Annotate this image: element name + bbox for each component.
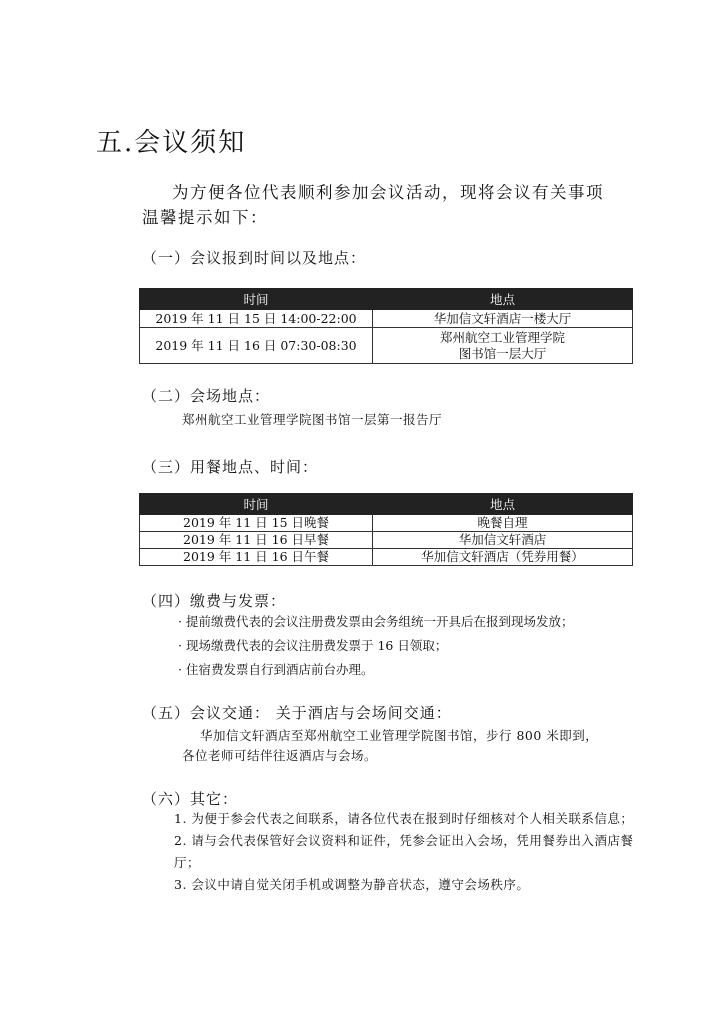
section-transport-heading: （五）会议交通： 关于酒店与会场间交通： <box>142 704 452 722</box>
list-item: 1. 为便于参会代表之间联系，请各位代表在报到时仔细核对个人相关联系信息； <box>174 811 634 826</box>
table-cell-location: 华加信文轩酒店 <box>373 532 633 549</box>
table-row <box>140 515 633 532</box>
table-header-time: 时间 <box>140 289 373 310</box>
table-row <box>140 328 633 364</box>
list-item: · 住宿费发票自行到酒店前台办理。 <box>178 658 574 682</box>
transport-line-2: 各位老师可结伴往返酒店与会场。 <box>182 748 378 763</box>
table-cell-location: 华加信文轩酒店（凭券用餐） <box>373 549 633 566</box>
table-cell-location: 华加信文轩酒店一楼大厅 <box>373 310 633 328</box>
location-line-1: 郑州航空工业管理学院 <box>439 329 565 345</box>
table-row <box>140 532 633 549</box>
section-dining-heading: （三）用餐地点、时间： <box>142 458 319 476</box>
section-other-heading: （六）其它： <box>142 790 239 808</box>
table-cell-location: 晚餐自理 <box>373 515 633 532</box>
transport-line-1: 华加信文轩酒店至郑州航空工业管理学院图书馆，步行 800 米即到， <box>200 728 599 743</box>
table-header-location: 地点 <box>373 494 633 515</box>
table-header-location: 地点 <box>373 289 633 310</box>
intro-paragraph <box>142 180 642 230</box>
table-cell-time: 2019 年 11 日 15 日 14:00-22:00 <box>140 310 373 328</box>
dining-table <box>139 493 633 566</box>
location-line-2: 图书馆一层大厅 <box>458 345 547 361</box>
page-title: 五.会议须知 <box>96 128 247 158</box>
list-item: 3. 会议中请自觉关闭手机或调整为静音状态，遵守会场秩序。 <box>174 877 530 892</box>
other-list <box>174 808 644 896</box>
table-header-time: 时间 <box>140 494 373 515</box>
list-item: · 现场缴费代表的会议注册费发票于 16 日领取； <box>178 634 574 658</box>
table-header-row <box>140 494 633 515</box>
intro-line-1: 为方便各位代表顺利参加会议活动，现将会议有关事项 <box>172 183 604 202</box>
table-row <box>140 549 633 566</box>
registration-table <box>139 288 633 364</box>
section-payment-heading: （四）缴费与发票： <box>142 592 287 610</box>
list-item: 2. 请与会代表保管好会议资料和证件，凭参会证出入会场，凭用餐券出入酒店餐厅； <box>174 833 634 870</box>
intro-line-2: 温馨提示如下： <box>142 208 268 227</box>
table-cell-location <box>373 328 633 364</box>
table-cell-time: 2019 年 11 日 16 日午餐 <box>140 549 373 566</box>
list-item: · 提前缴费代表的会议注册费发票由会务组统一开具后在报到现场发放； <box>178 610 574 634</box>
table-row <box>140 310 633 328</box>
section-registration-heading: （一）会议报到时间以及地点： <box>142 249 367 267</box>
section-venue-heading: （二）会场地点： <box>142 387 271 405</box>
table-cell-time: 2019 年 11 日 16 日 07:30-08:30 <box>140 328 373 364</box>
table-cell-time: 2019 年 11 日 15 日晚餐 <box>140 515 373 532</box>
table-header-row <box>140 289 633 310</box>
venue-text: 郑州航空工业管理学院图书馆一层第一报告厅 <box>182 412 443 427</box>
payment-list <box>178 610 574 682</box>
table-cell-time: 2019 年 11 日 16 日早餐 <box>140 532 373 549</box>
